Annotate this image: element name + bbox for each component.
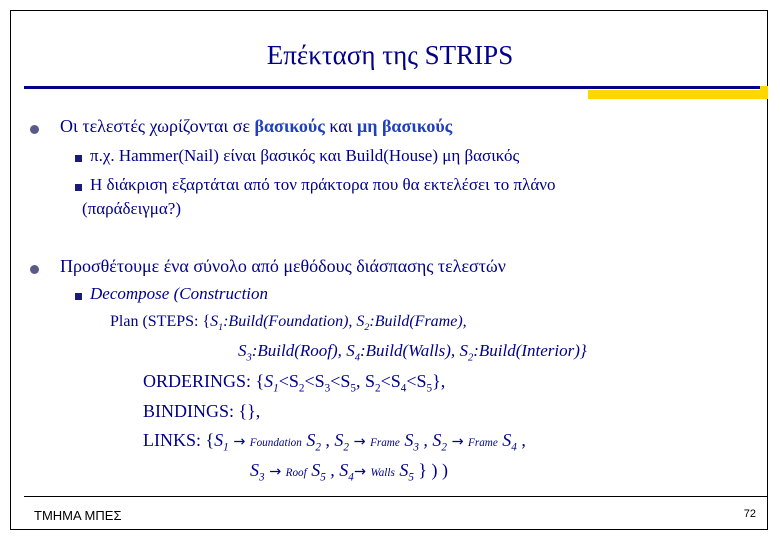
step-s3-action: :Build(Roof), [251, 341, 347, 360]
link-s: S [301, 430, 316, 450]
link-sub: 1 [223, 441, 229, 454]
ord-sub: 5 [426, 382, 433, 395]
bullet-1-prefix: Οι τελεστές χωρίζονται σε [60, 116, 255, 136]
plan-label: Plan (STEPS: { [110, 313, 211, 330]
link-s: , S [418, 430, 442, 450]
ord-sub: 5 [350, 382, 356, 395]
step-s1-sub: 1 [218, 322, 224, 334]
footer-dept: ΤΜΗΜΑ ΜΠΕΣ [34, 508, 122, 523]
footer-rule [24, 496, 768, 497]
ord-s: <S [406, 371, 427, 391]
ord-sub: 2 [298, 382, 305, 395]
step-s4-action: :Build(Walls), [359, 341, 460, 360]
ord-s: <S [380, 371, 401, 391]
link-s: , S [320, 430, 344, 450]
link-label-frame: Frame [370, 437, 400, 449]
ord-sub: 1 [273, 382, 279, 395]
decompose-line [90, 284, 268, 304]
bullet-dot-2 [30, 265, 39, 274]
link-sub: 2 [441, 441, 447, 454]
bullet-2-text: Προσθέτουμε ένα σύνολο από μεθόδους διάσπασης τελεστών [60, 256, 506, 276]
links-label: LINKS: { [143, 430, 215, 450]
arrow-icon: → [451, 434, 464, 450]
decompose-keyword: Decompose [90, 284, 170, 303]
link-s: S [250, 460, 259, 480]
step-s4: S [346, 341, 355, 360]
step-s2-action: :Build(Frame), [369, 313, 467, 330]
arrow-icon: → [353, 434, 366, 450]
step-s2b-action: :Build(Interior)} [473, 341, 587, 360]
link-comma: , [516, 430, 526, 450]
title-accent-edge [760, 86, 768, 99]
decompose-arg: (Construction [169, 284, 269, 303]
link-sub: 4 [348, 471, 354, 484]
bullet-1-highlight-basic: βασικούς [254, 116, 325, 136]
ord-s: S [264, 371, 274, 391]
link-sub: 3 [259, 471, 265, 484]
link-s: S [399, 430, 414, 450]
plan-line-2 [238, 341, 587, 363]
links-line-1 [143, 430, 526, 454]
link-sub: 4 [511, 441, 517, 454]
arrow-icon: → [269, 464, 282, 480]
slide-title: Επέκταση της STRIPS [266, 40, 514, 70]
sub-bullet-2-cont: (παράδειγμα?) [82, 199, 182, 218]
link-label-frame: Frame [468, 437, 498, 449]
sub-bullet-square-2 [75, 184, 82, 191]
step-s4-sub: 4 [354, 352, 360, 364]
ord-s: <S [304, 371, 325, 391]
arrow-icon: → [353, 464, 366, 480]
page-number: 72 [743, 508, 756, 520]
ord-sub: 2 [375, 382, 381, 395]
link-sub: 3 [413, 441, 419, 454]
bullet-1-and: και [324, 116, 358, 136]
plan-line-1 [110, 313, 467, 333]
bullet-1-highlight-nonbasic: μη βασικούς [357, 116, 453, 136]
ord-s: , S [355, 371, 375, 391]
link-end: } ) ) [413, 460, 449, 480]
step-s2: S [356, 313, 365, 330]
sub-bullet-square-1 [75, 155, 82, 162]
step-s2b: S [459, 341, 468, 360]
link-sub: 5 [320, 471, 326, 484]
bullet-dot-1 [30, 125, 39, 134]
link-s: S [394, 460, 409, 480]
link-s: , S [325, 460, 349, 480]
link-label-walls: Walls [370, 467, 395, 479]
title-rule [24, 86, 768, 89]
link-sub: 5 [408, 471, 414, 484]
arrow-icon: → [233, 434, 246, 450]
step-s2b-sub: 2 [467, 352, 474, 364]
bullet-1-text [60, 116, 452, 137]
step-s2-sub: 2 [364, 322, 370, 334]
link-s: S [497, 430, 512, 450]
step-s3: S [238, 341, 247, 360]
step-s1-action: :Build(Foundation), [223, 313, 357, 330]
ord-sub: 4 [400, 382, 407, 395]
link-sub: 2 [343, 441, 349, 454]
link-sub: 2 [315, 441, 321, 454]
link-label-foundation: Foundation [249, 437, 302, 449]
bindings-line: BINDINGS: {}, [143, 401, 261, 421]
sub-bullet-square-3 [75, 293, 82, 300]
orderings-label: ORDERINGS: { [143, 371, 265, 391]
sub-bullet-2-text: Η διάκριση εξαρτάται από τον πράκτορα που θα εκτελέσει το πλάνο [90, 175, 556, 194]
title-accent-bar [588, 90, 768, 99]
ord-s: <S [278, 371, 299, 391]
link-label-roof: Roof [285, 467, 307, 479]
ord-s: <S [330, 371, 351, 391]
ord-sub: 3 [324, 382, 331, 395]
ord-end: }, [432, 371, 446, 391]
step-s1: S [210, 313, 219, 330]
step-s3-sub: 3 [246, 352, 252, 364]
link-s: S [306, 460, 321, 480]
link-s: S [214, 430, 224, 450]
links-line-2 [250, 460, 448, 484]
orderings-line [143, 371, 445, 395]
sub-bullet-1-text: π.χ. Hammer(Nail) είναι βασικός και Build(House) μη βασικός [90, 146, 520, 165]
